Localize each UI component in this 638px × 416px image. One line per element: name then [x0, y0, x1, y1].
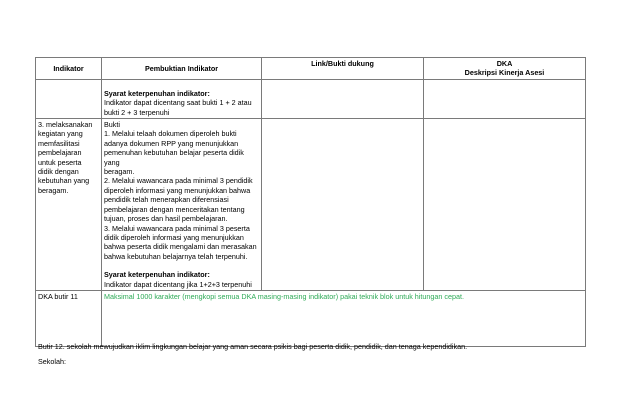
table-row: [36, 119, 586, 291]
header-dka-title: DKA: [496, 59, 513, 68]
cell-pembuktian: [102, 119, 262, 291]
requirement-title: Syarat keterpenuhan indikator:: [104, 88, 210, 98]
requirement-title: Syarat keterpenuhan indikator:: [104, 270, 210, 280]
bukti-item-1: 1. Melalui telaah dokumen diperoleh bukti adanya dokumen RPP yang menunjukkan pemenuhan kebutuhan belajar peserta didik yang beragam.: [104, 129, 244, 177]
table-row: [36, 79, 586, 118]
bukti-item-2: 2. Melalui wawancara pada minimal 3 pendidik diperoleh informasi yang menunjukkan bahwa pendidik telah menerapkan diferensiasi pembelajaran dengan menceritakan tentang tujuan, proses dan hasil pembelajaran.: [104, 176, 253, 224]
cell-dka[interactable]: [424, 119, 586, 291]
bukti-title: Bukti: [104, 120, 120, 130]
header-indikator: Indikator: [36, 58, 102, 80]
header-row: [36, 58, 586, 80]
dka-note[interactable]: Maksimal 1000 karakter (mengkopi semua DKA masing-masing indikator) pakai teknik blok untuk hitungan cepat.: [102, 290, 586, 346]
cell-link[interactable]: [262, 119, 424, 291]
cell-link[interactable]: [262, 79, 424, 118]
bukti-item-3: 3. Melalui wawancara pada minimal 3 peserta didik diperoleh informasi yang menunjukkan bahwa peserta didik mengalami dan merasakan bahwa kebutuhan belajarnya telah terpenuhi.: [104, 223, 257, 261]
header-dka-subtitle: Deskripsi Kinerja Asesi: [464, 68, 545, 78]
butir-12-text: Butir 12. sekolah mewujudkan iklim lingkungan belajar yang aman secara psikis bagi peserta didik, pendidik, dan tenaga kependidikan.: [38, 342, 468, 351]
sekolah-label: Sekolah:: [38, 357, 66, 366]
cell-indikator-empty: [36, 79, 102, 118]
cell-pembuktian: [102, 79, 262, 118]
table-row: [36, 290, 586, 346]
assessment-table: [35, 57, 586, 347]
cell-dka[interactable]: [424, 79, 586, 118]
dka-butir-label: DKA butir 11: [36, 290, 102, 346]
requirement-text: Indikator dapat dicentang saat bukti 1 + 2 atau bukti 2 + 3 terpenuhi: [104, 98, 252, 117]
spacer: [104, 261, 259, 270]
header-dka: [424, 58, 586, 80]
requirement-text: Indikator dapat dicentang jika 1+2+3 terpenuhi: [104, 279, 252, 289]
header-pembuktian: Pembuktian Indikator: [102, 58, 262, 80]
indicator-text: 3. melaksanakan kegiatan yang memfasilitasi pembelajaran untuk peserta didik dengan kebutuhan yang beragam.: [36, 119, 102, 291]
header-link: Link/Bukti dukung: [262, 58, 424, 80]
